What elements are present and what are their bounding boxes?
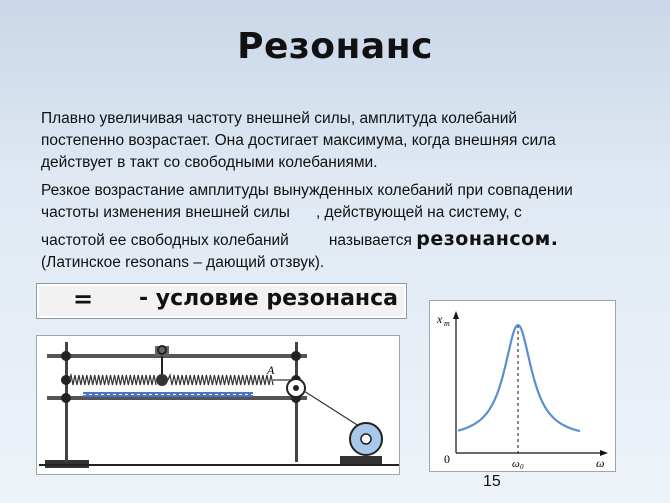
paragraph-definition [41,180,641,274]
oscillating-mass-icon [156,374,168,386]
origin-label: 0 [444,452,450,466]
paragraph-intro [41,108,641,174]
paragraph-line: Резкое возрастание амплитуды вынужденных колебаний при совпадении [41,182,573,199]
resonance-curve-graph [429,300,616,472]
paragraph-line: (Латинское resonans – дающий отзвук). [41,254,325,271]
y-axis-arrow-icon [453,311,459,319]
resonance-term: резонансом. [416,228,559,250]
equals-sign: = [73,285,94,313]
slide-title: Резонанс [237,26,433,67]
resonance-condition-text: - условие резонанса [139,286,399,311]
paragraph-line: действует в такт со свободными колебаниями. [41,154,378,171]
point-a-label: A [267,363,275,377]
paragraph-fragment: , действующей на систему, с [315,204,522,221]
resonance-frequency-subscript: 0 [520,463,524,471]
apparatus-drawing [37,336,401,476]
paragraph-fragment: частотой ее свободных колебаний [41,232,289,249]
paragraph-line [41,228,641,252]
motor-axle [361,434,371,444]
spring-left [69,375,156,385]
resonance-frequency-label: ω [512,458,520,470]
top-crossbar [47,354,307,358]
paragraph-line [41,202,641,224]
paragraph-line: Плавно увеличивая частоту внешней силы, амплитуда колебаний [41,110,518,127]
x-axis-label: ω [596,456,605,470]
y-axis-label: x [437,312,443,326]
page-number: 15 [483,473,501,490]
table-surface [39,464,399,466]
paragraph-line: постепенно возрастает. Она достигает максимума, когда внешняя сила [41,132,556,149]
paragraph-fragment: называется [328,232,412,249]
paragraph-fragment: частоты изменения внешней силы [41,204,290,221]
pulley-axis [293,385,299,391]
resonance-curve [458,325,580,431]
resonance-apparatus-illustration [36,335,400,475]
spring-right [168,375,273,385]
resonance-curve-drawing [430,301,617,473]
drive-string [304,391,362,428]
y-axis-label-subscript: m [444,319,450,328]
resonance-condition-box [36,283,407,319]
